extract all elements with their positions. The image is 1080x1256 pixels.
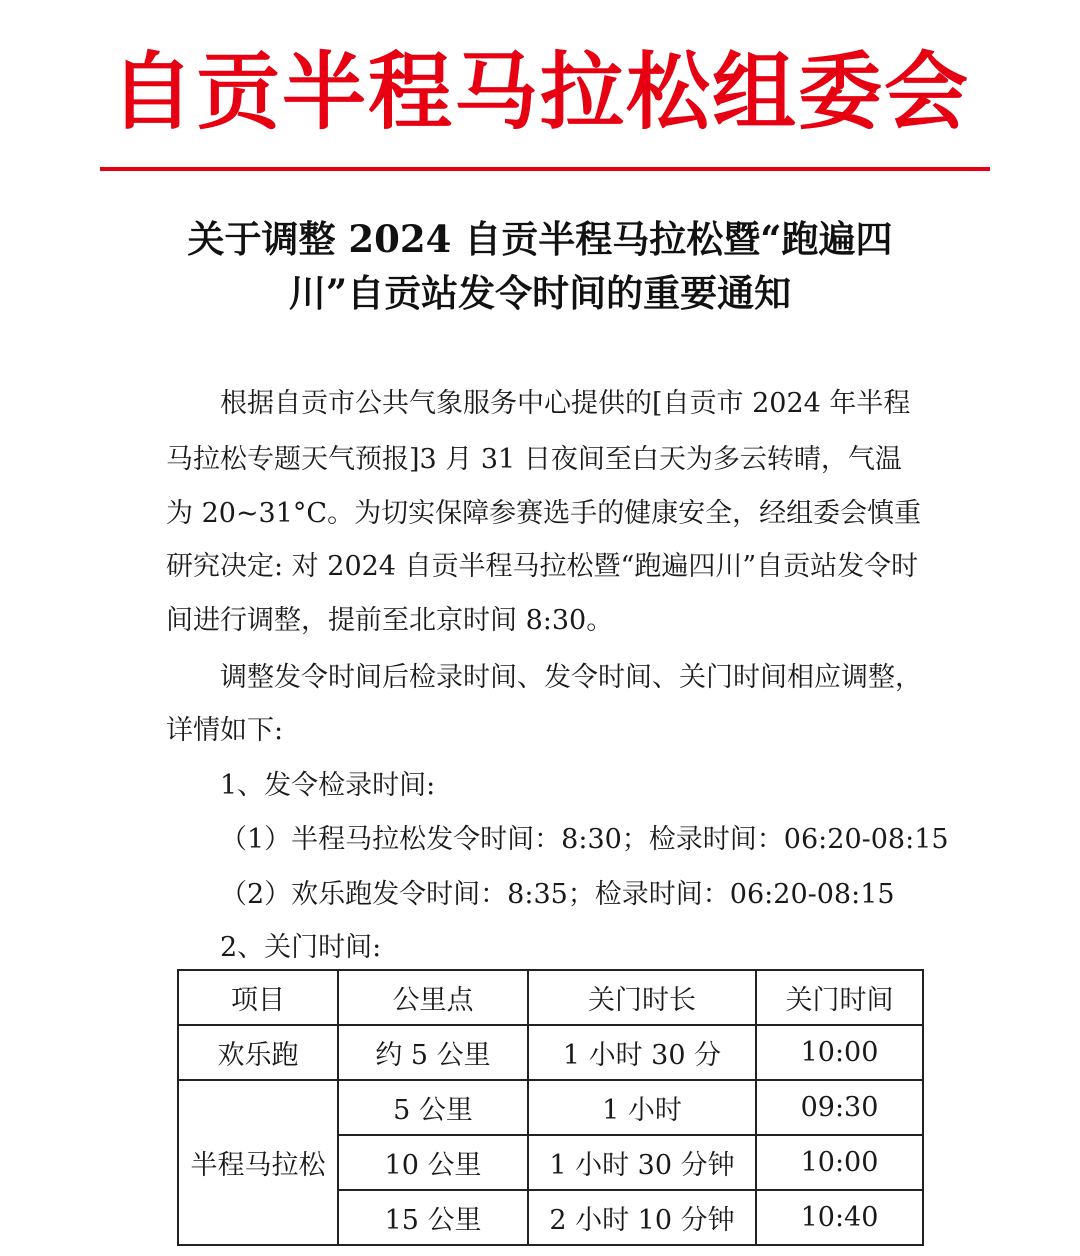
header-cutoff-time: 关门时间 (756, 970, 923, 1025)
body-paragraph-1-line-5: 间进行调整，提前至北京时间 8:30。 (166, 605, 614, 636)
body-paragraph-2-line-2: 详情如下: (166, 715, 284, 746)
event-cell: 半程马拉松 (178, 1080, 338, 1245)
cutoff-cell: 10:00 (756, 1025, 923, 1080)
checkpoint-cell: 约 5 公里 (338, 1025, 528, 1080)
red-divider-line (100, 167, 990, 171)
organizer-header: 自贡半程马拉松组委会 (109, 42, 970, 141)
body-paragraph-1-line-1: 根据自贡市公共气象服务中心提供的[自贡市 2024 年半程 (220, 388, 911, 419)
notice-title-line-2: 川”自贡站发令时间的重要通知 (288, 271, 792, 315)
table-row (178, 1025, 923, 1080)
cutoff-cell: 09:30 (756, 1080, 923, 1135)
checkpoint-cell: 15 公里 (338, 1190, 528, 1245)
header-checkpoint: 公里点 (338, 970, 528, 1025)
duration-cell: 1 小时 30 分 (528, 1025, 756, 1080)
checkpoint-cell: 10 公里 (338, 1135, 528, 1190)
cutoff-cell: 10:00 (756, 1135, 923, 1190)
checkpoint-cell: 5 公里 (338, 1080, 528, 1135)
cutoff-time-table (177, 969, 924, 1246)
duration-cell: 1 小时 30 分钟 (528, 1135, 756, 1190)
body-paragraph-1-line-4: 研究决定: 对 2024 自贡半程马拉松暨“跑遍四川”自贡站发令时 (166, 551, 919, 582)
table-header-row (178, 970, 923, 1025)
body-paragraph-1-line-2: 马拉松专题天气预报]3 月 31 日夜间至白天为多云转晴，气温 (166, 444, 902, 475)
header-duration: 关门时长 (528, 970, 756, 1025)
duration-cell: 2 小时 10 分钟 (528, 1190, 756, 1245)
half-marathon-start-line: （1）半程马拉松发令时间：8:30；检录时间：06:20-08:15 (220, 824, 949, 855)
event-cell: 欢乐跑 (178, 1025, 338, 1080)
notice-title-line-1: 关于调整 2024 自贡半程马拉松暨“跑遍四 (187, 217, 893, 261)
body-paragraph-1-line-3: 为 20~31°C。为切实保障参赛选手的健康安全，经组委会慎重 (166, 498, 922, 529)
cutoff-cell: 10:40 (756, 1190, 923, 1245)
body-paragraph-2-line-1: 调整发令时间后检录时间、发令时间、关门时间相应调整， (220, 662, 922, 693)
table-row (178, 1080, 923, 1135)
section-2-heading: 2、关门时间: (220, 932, 382, 963)
notice-title (140, 212, 940, 320)
duration-cell: 1 小时 (528, 1080, 756, 1135)
header-event: 项目 (178, 970, 338, 1025)
section-1-heading: 1、发令检录时间: (220, 770, 436, 801)
fun-run-start-line: （2）欢乐跑发令时间：8:35；检录时间：06:20-08:15 (220, 879, 895, 910)
